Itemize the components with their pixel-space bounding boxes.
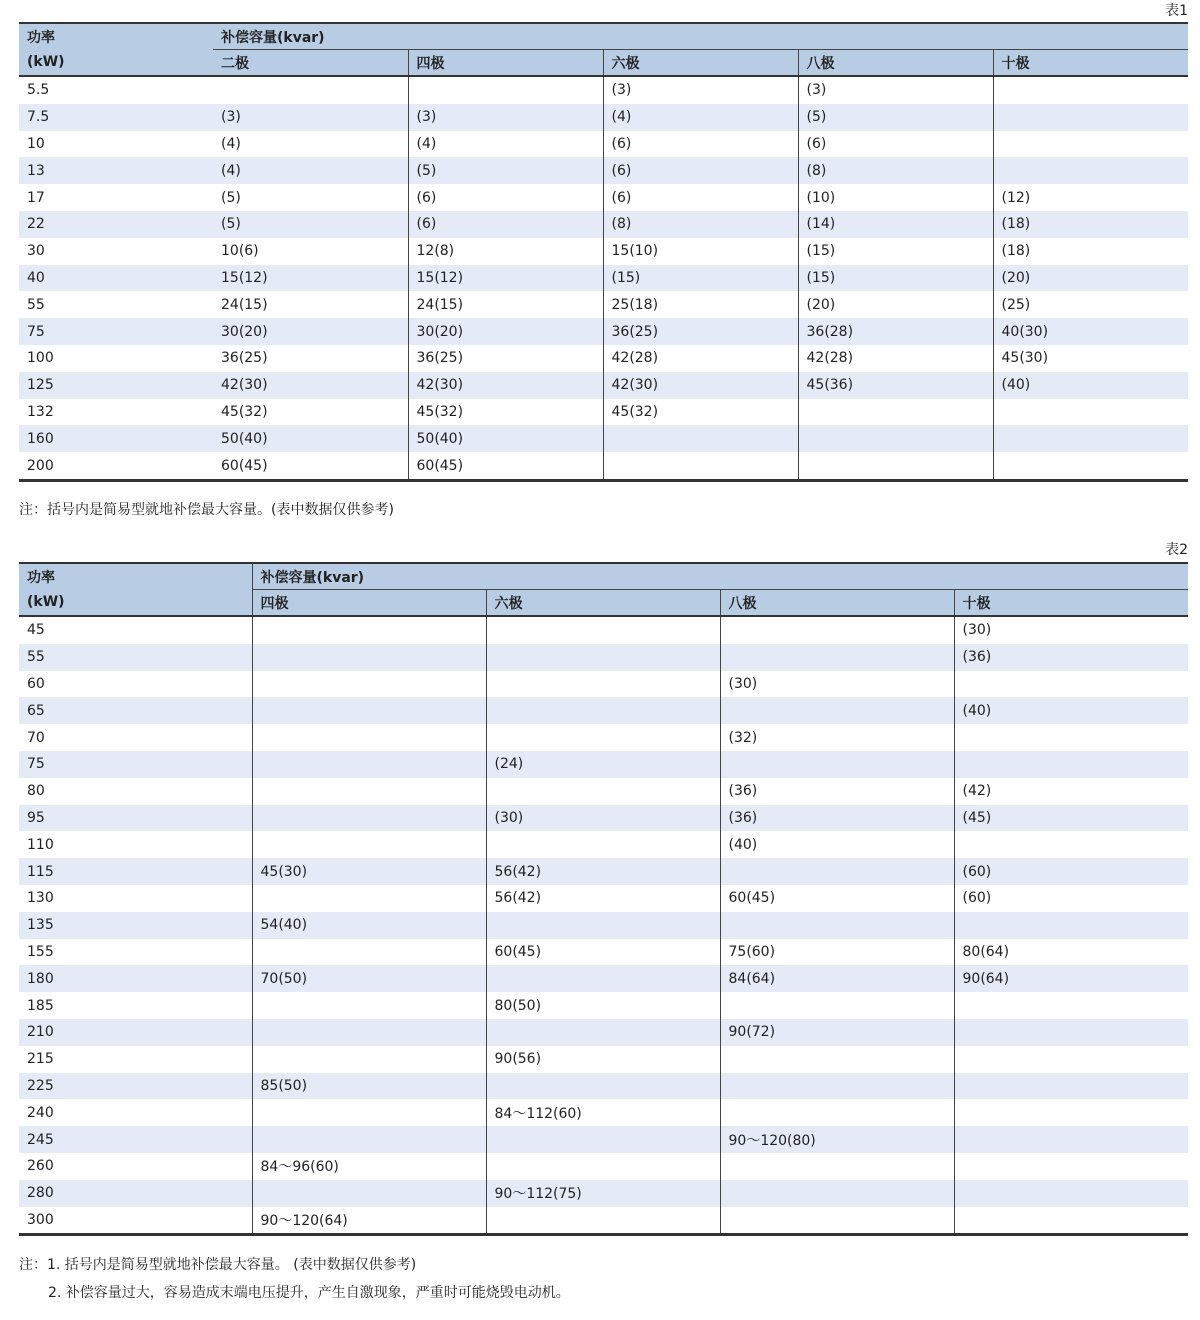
capacity-cell: 42(30) — [213, 372, 408, 399]
capacity-cell — [720, 1153, 954, 1180]
capacity-cell — [954, 724, 1188, 751]
table-row — [19, 858, 1188, 885]
capacity-cell — [993, 131, 1188, 158]
capacity-cell — [720, 751, 954, 778]
capacity-cell: (30) — [954, 616, 1188, 644]
capacity-cell: 60(45) — [213, 452, 408, 480]
power-cell: 260 — [27, 1158, 54, 1175]
capacity-cell: 85(50) — [252, 1073, 486, 1100]
capacity-cell — [408, 76, 603, 104]
power-cell: 100 — [27, 350, 54, 367]
power-cell: 245 — [19, 1126, 252, 1153]
capacity-cell — [486, 644, 720, 671]
capacity-cell — [486, 697, 720, 724]
table1-note: 注：括号内是简易型就地补偿最大容量。(表中数据仅供参考) — [19, 502, 394, 518]
capacity-cell: (15) — [798, 238, 993, 265]
capacity-cell: (8) — [603, 211, 798, 238]
table1-tag: 表1 — [1165, 3, 1188, 19]
table-row — [19, 965, 1188, 992]
capacity-cell: (8) — [798, 157, 993, 184]
capacity-cell: (30) — [720, 671, 954, 698]
capacity-cell — [252, 831, 486, 858]
power-cell: 200 — [19, 452, 213, 480]
capacity-cell: 36(28) — [798, 318, 993, 345]
table-row — [19, 157, 1188, 184]
capacity-cell: (10) — [798, 184, 993, 211]
power-cell: 225 — [19, 1073, 252, 1100]
power-cell: 60 — [27, 675, 45, 692]
capacity-cell — [720, 858, 954, 885]
capacity-cell: 24(15) — [221, 296, 268, 313]
capacity-cell: (30) — [486, 805, 720, 832]
capacity-cell: (4) — [221, 135, 241, 152]
power-cell: 7.5 — [19, 104, 213, 131]
power-cell: 17 — [27, 189, 45, 206]
capacity-cell: (12) — [993, 184, 1188, 211]
header-pole-10: 十极 — [954, 590, 1188, 617]
power-cell: 135 — [19, 912, 252, 939]
table2-note-1: 注：1. 括号内是简易型就地补偿最大容量。 (表中数据仅供参考) — [19, 1257, 417, 1273]
capacity-cell: 45(32) — [221, 403, 268, 420]
capacity-cell — [252, 1046, 486, 1073]
table-row — [19, 697, 1188, 724]
capacity-cell — [252, 616, 486, 644]
capacity-cell — [252, 1126, 486, 1153]
table-row — [19, 1099, 1188, 1126]
capacity-cell — [954, 831, 1188, 858]
capacity-cell — [993, 399, 1188, 426]
capacity-cell — [954, 912, 1188, 939]
power-cell: 300 — [19, 1207, 252, 1235]
capacity-cell: 42(28) — [798, 345, 993, 372]
capacity-cell: 50(40) — [213, 425, 408, 452]
capacity-cell: 24(15) — [408, 291, 603, 318]
capacity-cell: (3) — [213, 104, 408, 131]
table-row — [19, 291, 1188, 318]
table-row — [19, 1153, 1188, 1180]
capacity-cell: 45(32) — [603, 399, 798, 426]
power-cell: 130 — [27, 890, 54, 907]
capacity-cell: (5) — [798, 104, 993, 131]
capacity-cell — [993, 76, 1188, 104]
capacity-cell: (36) — [720, 805, 954, 832]
capacity-cell: 90(72) — [720, 1019, 954, 1046]
capacity-cell — [720, 1073, 954, 1100]
capacity-cell — [486, 671, 720, 698]
header-pole-8: 八极 — [720, 590, 954, 617]
capacity-cell — [486, 724, 720, 751]
power-cell: 5.5 — [27, 82, 50, 99]
table-row — [19, 885, 1188, 912]
table2-note-2: 2. 补偿容量过大，容易造成末端电压提升，产生自激现象，严重时可能烧毁电动机。 — [48, 1285, 570, 1301]
power-cell: 80 — [27, 783, 45, 800]
table-row — [19, 751, 1188, 778]
capacity-cell: (60) — [954, 885, 1188, 912]
table-row — [19, 1073, 1188, 1100]
capacity-cell — [252, 778, 486, 805]
capacity-cell — [252, 939, 486, 966]
table-row — [19, 372, 1188, 399]
capacity-cell: 56(42) — [486, 885, 720, 912]
capacity-cell — [486, 778, 720, 805]
header-pole-2: 二极 — [213, 50, 408, 77]
table1-body — [19, 76, 1188, 480]
table-row — [19, 76, 1188, 104]
power-cell: 13 — [19, 157, 213, 184]
capacity-cell — [798, 399, 993, 426]
capacity-cell — [252, 992, 486, 1019]
capacity-cell — [720, 1180, 954, 1207]
capacity-cell: 84～96(60) — [252, 1153, 486, 1180]
table-row — [19, 345, 1188, 372]
power-cell: 55 — [19, 644, 252, 671]
capacity-cell — [486, 616, 720, 644]
capacity-cell — [720, 1046, 954, 1073]
capacity-cell: (5) — [408, 157, 603, 184]
capacity-cell — [252, 671, 486, 698]
capacity-cell: 60(45) — [408, 452, 603, 480]
power-cell: 45 — [27, 622, 45, 639]
table2-tag: 表2 — [1165, 542, 1188, 558]
capacity-cell: (20) — [798, 291, 993, 318]
capacity-cell: 90(56) — [486, 1046, 720, 1073]
power-cell: 65 — [19, 697, 252, 724]
capacity-cell — [603, 425, 798, 452]
capacity-cell: 84(64) — [720, 965, 954, 992]
capacity-cell: 54(40) — [252, 912, 486, 939]
power-cell: 22 — [19, 211, 213, 238]
capacity-cell — [486, 1207, 720, 1235]
table-row — [19, 831, 1188, 858]
table-row — [19, 1126, 1188, 1153]
capacity-cell: (60) — [954, 858, 1188, 885]
table2-body — [19, 616, 1188, 1234]
capacity-cell — [720, 912, 954, 939]
capacity-cell — [954, 1126, 1188, 1153]
capacity-cell: 60(45) — [486, 939, 720, 966]
capacity-cell: 15(10) — [603, 238, 798, 265]
capacity-cell: 45(32) — [408, 399, 603, 426]
capacity-cell — [720, 1099, 954, 1126]
capacity-cell: (40) — [993, 372, 1188, 399]
capacity-cell — [252, 1019, 486, 1046]
compensation-table-1 — [19, 22, 1188, 481]
capacity-cell — [993, 452, 1188, 480]
capacity-cell — [486, 831, 720, 858]
capacity-cell: 36(25) — [408, 345, 603, 372]
capacity-cell: (15) — [798, 265, 993, 292]
capacity-cell: (45) — [954, 805, 1188, 832]
power-cell: 75 — [19, 751, 252, 778]
capacity-cell: 45(36) — [798, 372, 993, 399]
table-row — [19, 184, 1188, 211]
capacity-cell — [954, 1099, 1188, 1126]
power-cell: 160 — [19, 425, 213, 452]
table1-bottom-rule — [19, 481, 1188, 482]
table-row — [19, 425, 1188, 452]
capacity-cell: (4) — [603, 104, 798, 131]
capacity-cell — [993, 104, 1188, 131]
power-cell: 40 — [19, 265, 213, 292]
capacity-cell: 45(30) — [993, 345, 1188, 372]
capacity-cell: 60(45) — [720, 885, 954, 912]
capacity-cell: (6) — [798, 131, 993, 158]
power-cell: 10 — [27, 135, 45, 152]
capacity-cell: (18) — [993, 211, 1188, 238]
capacity-cell: 56(42) — [486, 858, 720, 885]
capacity-cell: (25) — [993, 291, 1188, 318]
table-row — [19, 104, 1188, 131]
capacity-cell: (6) — [408, 184, 603, 211]
table-row — [19, 992, 1188, 1019]
header-pole-10: 十极 — [993, 50, 1188, 77]
capacity-cell: 30(20) — [408, 318, 603, 345]
capacity-cell — [486, 965, 720, 992]
compensation-table-2 — [19, 562, 1188, 1235]
header-compensation-capacity: 补偿容量(kvar) — [252, 563, 1188, 590]
capacity-cell — [213, 76, 408, 104]
header-compensation-capacity: 补偿容量(kvar) — [213, 23, 1188, 50]
header-pole-4: 四极 — [408, 50, 603, 77]
capacity-cell: (6) — [408, 211, 603, 238]
capacity-cell — [252, 805, 486, 832]
header-pole-6: 六极 — [603, 50, 798, 77]
header-power-unit: (kW) — [19, 590, 252, 617]
table-row — [19, 1046, 1188, 1073]
power-cell: 125 — [19, 372, 213, 399]
capacity-cell — [720, 616, 954, 644]
header-pole-6: 六极 — [486, 590, 720, 617]
capacity-cell: (36) — [954, 644, 1188, 671]
capacity-cell: 45(30) — [252, 858, 486, 885]
capacity-cell: 84～112(60) — [486, 1099, 720, 1126]
capacity-cell: 90～112(75) — [486, 1180, 720, 1207]
capacity-cell: 42(30) — [603, 372, 798, 399]
power-cell: 215 — [27, 1051, 54, 1068]
header-power-unit: (kW) — [19, 50, 213, 77]
capacity-cell — [252, 1180, 486, 1207]
capacity-cell: 90(64) — [954, 965, 1188, 992]
capacity-cell — [954, 1153, 1188, 1180]
capacity-cell: 36(25) — [603, 318, 798, 345]
capacity-cell: 40(30) — [993, 318, 1188, 345]
table-row — [19, 939, 1188, 966]
capacity-cell: (42) — [954, 778, 1188, 805]
capacity-cell: 90～120(80) — [720, 1126, 954, 1153]
header-pole-4: 四极 — [252, 590, 486, 617]
header-pole-8: 八极 — [798, 50, 993, 77]
capacity-cell: (14) — [798, 211, 993, 238]
power-cell: 75 — [19, 318, 213, 345]
table-row — [19, 211, 1188, 238]
capacity-cell: 15(12) — [213, 265, 408, 292]
table-row — [19, 616, 1188, 644]
table-row — [19, 644, 1188, 671]
capacity-cell — [486, 912, 720, 939]
capacity-cell — [252, 751, 486, 778]
capacity-cell — [993, 425, 1188, 452]
capacity-cell — [603, 452, 798, 480]
capacity-cell — [954, 1180, 1188, 1207]
capacity-cell: (4) — [408, 131, 603, 158]
power-cell: 95 — [19, 805, 252, 832]
capacity-cell — [798, 425, 993, 452]
capacity-cell: (3) — [603, 76, 798, 104]
power-cell: 240 — [27, 1104, 54, 1121]
header-power: 功率 — [19, 23, 213, 50]
power-cell: 55 — [27, 296, 45, 313]
table-row — [19, 131, 1188, 158]
capacity-cell — [954, 1073, 1188, 1100]
capacity-cell — [954, 1207, 1188, 1235]
capacity-cell: 42(28) — [603, 345, 798, 372]
capacity-cell: (3) — [408, 104, 603, 131]
power-cell: 70 — [27, 729, 45, 746]
capacity-cell — [486, 1126, 720, 1153]
table-row — [19, 1019, 1188, 1046]
capacity-cell: 80(50) — [486, 992, 720, 1019]
capacity-cell — [798, 452, 993, 480]
capacity-cell — [252, 724, 486, 751]
table-row — [19, 778, 1188, 805]
capacity-cell — [954, 992, 1188, 1019]
capacity-cell: (40) — [954, 697, 1188, 724]
capacity-cell: (20) — [993, 265, 1188, 292]
power-cell: 210 — [19, 1019, 252, 1046]
power-cell: 155 — [27, 943, 54, 960]
capacity-cell — [720, 644, 954, 671]
power-cell: 280 — [19, 1180, 252, 1207]
power-cell: 132 — [27, 403, 54, 420]
table-row — [19, 1180, 1188, 1207]
capacity-cell: (4) — [213, 157, 408, 184]
capacity-cell: (6) — [603, 184, 798, 211]
capacity-cell: 10(6) — [221, 243, 259, 260]
capacity-cell — [252, 697, 486, 724]
capacity-cell: 30(20) — [213, 318, 408, 345]
power-cell: 185 — [27, 997, 54, 1014]
capacity-cell: (24) — [486, 751, 720, 778]
capacity-cell — [954, 751, 1188, 778]
capacity-cell: 50(40) — [408, 425, 603, 452]
capacity-cell — [954, 1046, 1188, 1073]
capacity-cell: 36(25) — [221, 350, 268, 367]
capacity-cell: 25(18) — [603, 291, 798, 318]
table-row — [19, 671, 1188, 698]
capacity-cell — [486, 1019, 720, 1046]
capacity-cell — [252, 1099, 486, 1126]
power-cell: 110 — [27, 836, 54, 853]
table-row — [19, 912, 1188, 939]
capacity-cell: 15(12) — [408, 265, 603, 292]
table-row — [19, 318, 1188, 345]
capacity-cell: (6) — [603, 157, 798, 184]
table-row — [19, 452, 1188, 480]
capacity-cell — [954, 671, 1188, 698]
capacity-cell: (3) — [798, 76, 993, 104]
capacity-cell — [486, 1073, 720, 1100]
table-row — [19, 1207, 1188, 1235]
capacity-cell: 70(50) — [252, 965, 486, 992]
capacity-cell: (15) — [603, 265, 798, 292]
table2-bottom-rule — [19, 1235, 1188, 1236]
capacity-cell: (32) — [720, 724, 954, 751]
table-row — [19, 238, 1188, 265]
capacity-cell: 80(64) — [954, 939, 1188, 966]
capacity-cell — [720, 697, 954, 724]
capacity-cell: 90～120(64) — [252, 1207, 486, 1235]
capacity-cell: (6) — [603, 131, 798, 158]
capacity-cell: (18) — [993, 238, 1188, 265]
table-row — [19, 399, 1188, 426]
capacity-cell: 42(30) — [408, 372, 603, 399]
capacity-cell: (5) — [221, 189, 241, 206]
capacity-cell — [252, 644, 486, 671]
capacity-cell: 12(8) — [408, 238, 603, 265]
table-row — [19, 265, 1188, 292]
header-power: 功率 — [19, 563, 252, 590]
power-cell: 180 — [19, 965, 252, 992]
capacity-cell — [954, 1019, 1188, 1046]
capacity-cell — [993, 157, 1188, 184]
capacity-cell — [486, 1153, 720, 1180]
capacity-cell: (40) — [720, 831, 954, 858]
power-cell: 115 — [19, 858, 252, 885]
capacity-cell: (36) — [720, 778, 954, 805]
capacity-cell — [720, 1207, 954, 1235]
capacity-cell — [720, 992, 954, 1019]
capacity-cell: (5) — [213, 211, 408, 238]
power-cell: 30 — [27, 243, 45, 260]
table-row — [19, 805, 1188, 832]
table-row — [19, 724, 1188, 751]
capacity-cell — [252, 885, 486, 912]
capacity-cell: 75(60) — [720, 939, 954, 966]
